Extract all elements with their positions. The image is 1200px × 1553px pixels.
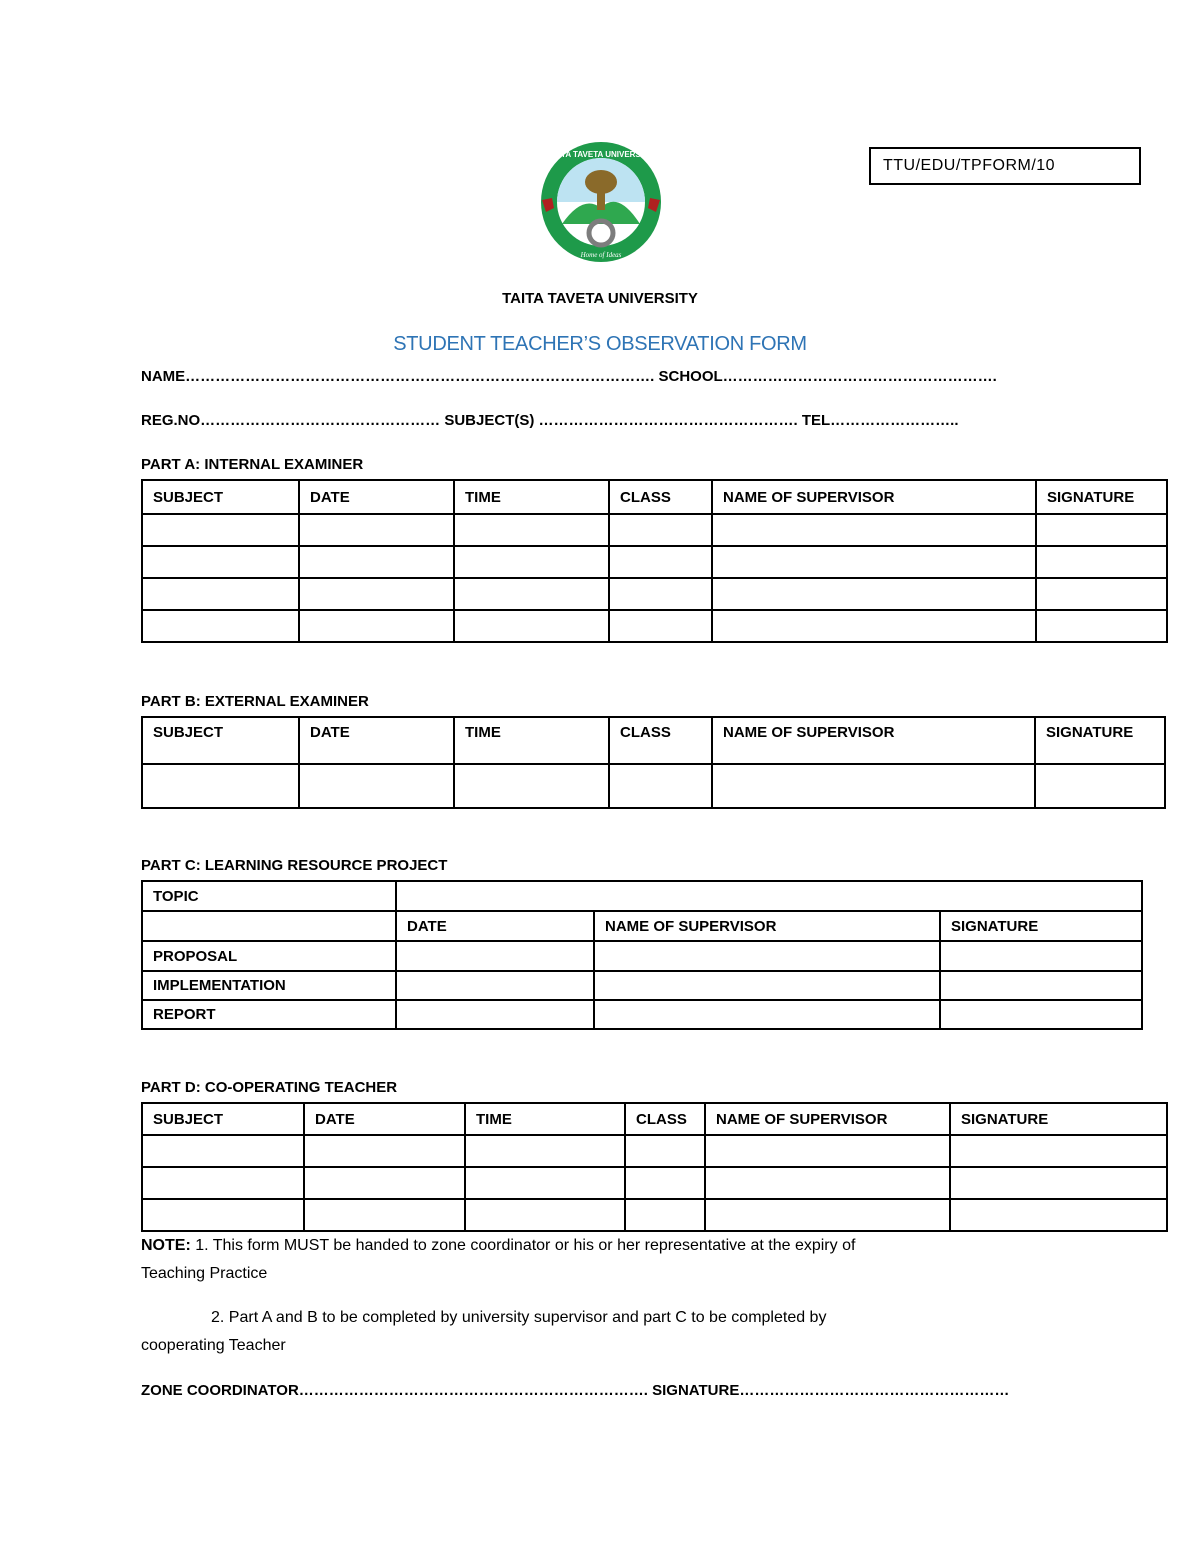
col-signature: SIGNATURE (950, 1103, 1167, 1135)
part-d-table (141, 1102, 1168, 1232)
part-a-table (141, 479, 1168, 643)
cell[interactable] (454, 578, 609, 610)
cell[interactable] (299, 764, 454, 808)
cell[interactable] (142, 546, 299, 578)
cell[interactable] (940, 971, 1142, 1000)
cell[interactable] (454, 546, 609, 578)
note-1-line-2: Teaching Practice (141, 1265, 268, 1282)
cell[interactable] (142, 1135, 304, 1167)
col-class: CLASS (609, 717, 712, 764)
table-header-row (142, 1103, 1167, 1135)
cell[interactable] (1036, 578, 1167, 610)
cell[interactable] (712, 610, 1036, 642)
part-b-heading: PART B: EXTERNAL EXAMINER (141, 693, 369, 710)
table-row (142, 1000, 1142, 1029)
cell[interactable] (625, 1135, 705, 1167)
cell[interactable] (304, 1167, 465, 1199)
table-row (142, 941, 1142, 971)
col-name-of-supervisor: NAME OF SUPERVISOR (712, 717, 1035, 764)
cell[interactable] (454, 610, 609, 642)
cell[interactable] (454, 764, 609, 808)
cell[interactable] (304, 1135, 465, 1167)
cell[interactable] (940, 1000, 1142, 1029)
cell[interactable] (705, 1135, 950, 1167)
col-subject: SUBJECT (142, 717, 299, 764)
table-row (142, 514, 1167, 546)
topic-label: TOPIC (142, 881, 396, 911)
cell[interactable] (625, 1167, 705, 1199)
zone-coordinator-line[interactable]: ZONE COORDINATOR……………………………………………………………. SIGNATURE……………………………………………… (141, 1382, 1010, 1399)
cell[interactable] (609, 764, 712, 808)
part-a-heading: PART A: INTERNAL EXAMINER (141, 456, 364, 473)
cell[interactable] (594, 941, 940, 971)
university-name: TAITA TAVETA UNIVERSITY (502, 290, 698, 307)
cell[interactable] (299, 514, 454, 546)
cell[interactable] (299, 610, 454, 642)
table-row (142, 1199, 1167, 1231)
col-name-of-supervisor: NAME OF SUPERVISOR (712, 480, 1036, 514)
col-name-of-supervisor: NAME OF SUPERVISOR (594, 911, 940, 941)
cell[interactable] (609, 546, 712, 578)
table-row (142, 1135, 1167, 1167)
note-label: NOTE: (141, 1237, 191, 1254)
cell[interactable] (142, 610, 299, 642)
table-header-row (142, 911, 1142, 941)
table-row (142, 578, 1167, 610)
col-subject: SUBJECT (142, 480, 299, 514)
table-header-row (142, 717, 1165, 764)
col-date: DATE (299, 717, 454, 764)
col-signature: SIGNATURE (940, 911, 1142, 941)
col-date: DATE (299, 480, 454, 514)
cell[interactable] (142, 1199, 304, 1231)
col-name-of-supervisor: NAME OF SUPERVISOR (705, 1103, 950, 1135)
table-header-row (142, 480, 1167, 514)
cell[interactable] (142, 578, 299, 610)
cell (142, 911, 396, 941)
cell[interactable] (609, 578, 712, 610)
row-label-implementation: IMPLEMENTATION (142, 971, 396, 1000)
col-time: TIME (454, 717, 609, 764)
cell[interactable] (940, 941, 1142, 971)
col-class: CLASS (609, 480, 712, 514)
cell[interactable] (142, 764, 299, 808)
cell[interactable] (609, 514, 712, 546)
cell[interactable] (465, 1167, 625, 1199)
cell[interactable] (712, 514, 1036, 546)
cell[interactable] (705, 1167, 950, 1199)
cell[interactable] (594, 971, 940, 1000)
cell[interactable] (299, 578, 454, 610)
cell[interactable] (705, 1199, 950, 1231)
part-c-table (141, 880, 1143, 1030)
table-row (142, 764, 1165, 808)
note-1-line-1: 1. This form MUST be handed to zone coordinator or his or her representative at the expiry of (190, 1237, 856, 1254)
form-title: STUDENT TEACHER’S OBSERVATION FORM (393, 333, 807, 355)
col-class: CLASS (625, 1103, 705, 1135)
cell[interactable] (1036, 546, 1167, 578)
regno-subject-tel-line[interactable]: REG.NO………………………………………… SUBJECT(S) ……………………………………………. TEL…………………….. (141, 412, 959, 429)
col-date: DATE (304, 1103, 465, 1135)
part-d-heading: PART D: CO-OPERATING TEACHER (141, 1079, 398, 1096)
note-2 (141, 1304, 826, 1360)
col-time: TIME (465, 1103, 625, 1135)
cell[interactable] (712, 546, 1036, 578)
part-b-table (141, 716, 1166, 809)
cell[interactable] (142, 1167, 304, 1199)
col-signature: SIGNATURE (1036, 480, 1167, 514)
cell[interactable] (396, 971, 594, 1000)
part-c-heading: PART C: LEARNING RESOURCE PROJECT (141, 857, 448, 874)
topic-value-cell[interactable] (396, 881, 1142, 911)
note-2-line-1: 2. Part A and B to be completed by university supervisor and part C to be completed by (211, 1309, 827, 1326)
row-label-report: REPORT (142, 1000, 396, 1029)
cell[interactable] (396, 941, 594, 971)
form-code-box: TTU/EDU/TPFORM/10 (869, 147, 1141, 185)
cell[interactable] (299, 546, 454, 578)
topic-row (142, 881, 1142, 911)
cell[interactable] (950, 1167, 1167, 1199)
cell[interactable] (465, 1199, 625, 1231)
note-2-line-2: cooperating Teacher (141, 1337, 286, 1354)
cell[interactable] (712, 764, 1035, 808)
table-row (142, 546, 1167, 578)
cell[interactable] (142, 514, 299, 546)
col-signature: SIGNATURE (1035, 717, 1165, 764)
cell[interactable] (625, 1199, 705, 1231)
table-row (142, 971, 1142, 1000)
logo-top-text: TAITA TAVETA UNIVERSITY (548, 150, 654, 159)
cell[interactable] (1035, 764, 1165, 808)
cell[interactable] (712, 578, 1036, 610)
university-logo (538, 138, 664, 270)
col-time: TIME (454, 480, 609, 514)
cell[interactable] (950, 1199, 1167, 1231)
cell[interactable] (454, 514, 609, 546)
cell[interactable] (465, 1135, 625, 1167)
cell[interactable] (1036, 610, 1167, 642)
cell[interactable] (609, 610, 712, 642)
col-date: DATE (396, 911, 594, 941)
note-1 (141, 1232, 855, 1288)
cell[interactable] (1036, 514, 1167, 546)
cell[interactable] (594, 1000, 940, 1029)
col-subject: SUBJECT (142, 1103, 304, 1135)
logo-motto: Home of Ideas (580, 251, 622, 259)
table-row (142, 1167, 1167, 1199)
cell[interactable] (304, 1199, 465, 1231)
row-label-proposal: PROPOSAL (142, 941, 396, 971)
name-school-line[interactable]: NAME…………………………………………………………………………………. SCHOOL………………………………………………. (141, 368, 997, 385)
cell[interactable] (396, 1000, 594, 1029)
table-row (142, 610, 1167, 642)
cell[interactable] (950, 1135, 1167, 1167)
